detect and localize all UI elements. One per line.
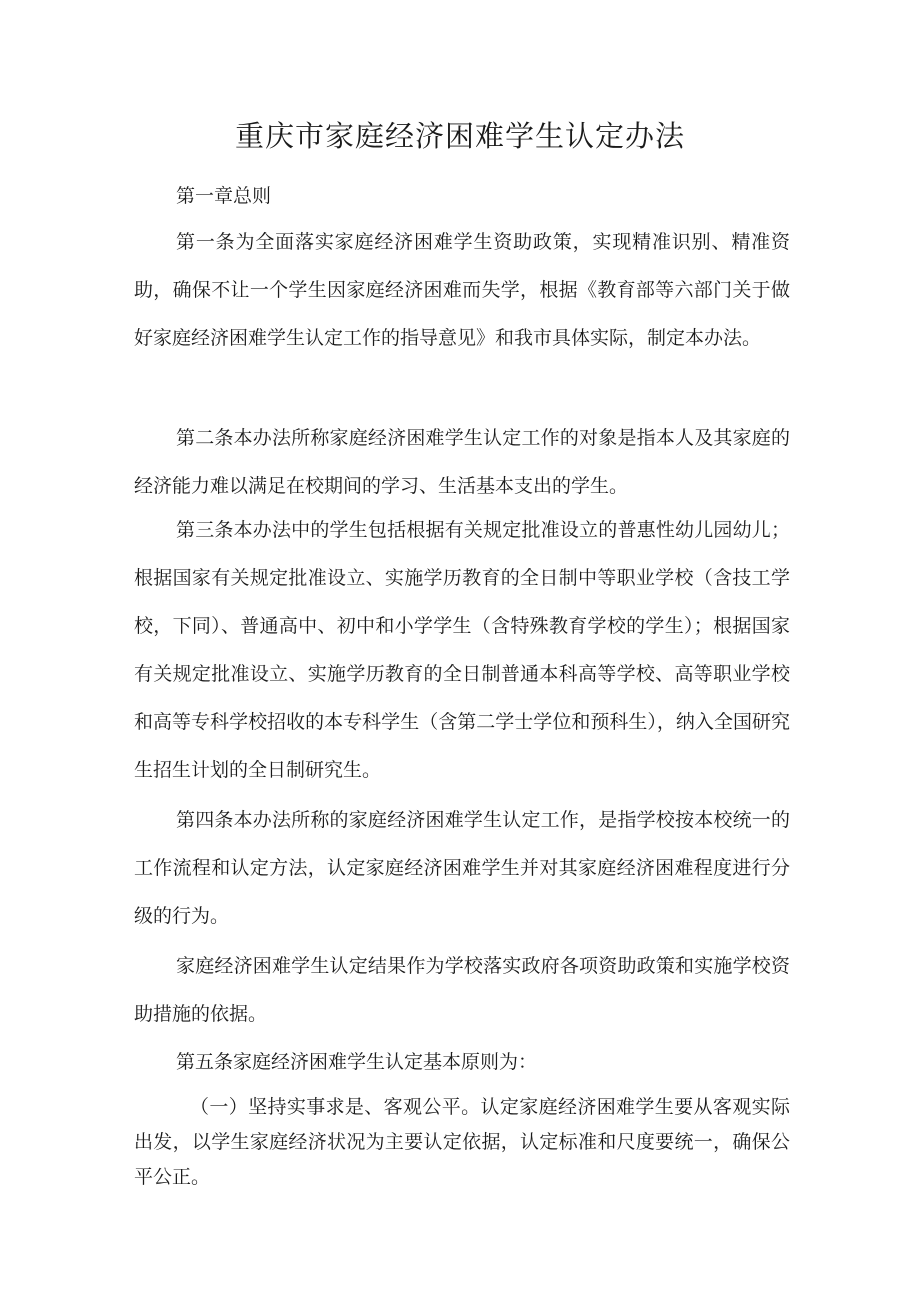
document-title: 重庆市家庭经济困难学生认定办法: [234, 119, 685, 153]
principle-1-paragraph: （一）坚持实事求是、客观公平。认定家庭经济困难学生要从客观实际出发，以学生家庭经济状况为主要认定依据，认定标准和尺度要统一，确保公平公正。: [134, 1096, 790, 1188]
chapter-heading: 第一章总则: [176, 185, 272, 207]
article-4-paragraph: 第四条本办法所称的家庭经济困难学生认定工作，是指学校按本校统一的工作流程和认定方法，认定家庭经济困难学生并对其家庭经济困难程度进行分级的行为。: [134, 809, 790, 927]
article-2-paragraph: 第二条本办法所称家庭经济困难学生认定工作的对象是指本人及其家庭的经济能力难以满足在校期间的学习、生活基本支出的学生。: [134, 427, 790, 497]
article-4-supplement-paragraph: 家庭经济困难学生认定结果作为学校落实政府各项资助政策和实施学校资助措施的依据。: [134, 955, 790, 1025]
article-1-paragraph: 第一条为全面落实家庭经济困难学生资助政策，实现精准识别、精准资助，确保不让一个学生因家庭经济困难而失学，根据《教育部等六部门关于做好家庭经济困难学生认定工作的指导意见》和我市具体实际，制定本办法。: [134, 231, 790, 349]
article-3-paragraph: 第三条本办法中的学生包括根据有关规定批准设立的普惠性幼儿园幼儿；根据国家有关规定批准设立、实施学历教育的全日制中等职业学校（含技工学校，下同）、普通高中、初中和小学学生（含特殊教育学校的学生）；根据国家有关规定批准设立、实施学历教育的全日制普通本科高等学校、高等职业学校和高等专科学校招收的本专科学生（含第二学士学位和预科生），纳入全国研究生招生计划的全日制研究生。: [134, 519, 790, 781]
article-5-heading: 第五条家庭经济困难学生认定基本原则为：: [176, 1051, 538, 1073]
